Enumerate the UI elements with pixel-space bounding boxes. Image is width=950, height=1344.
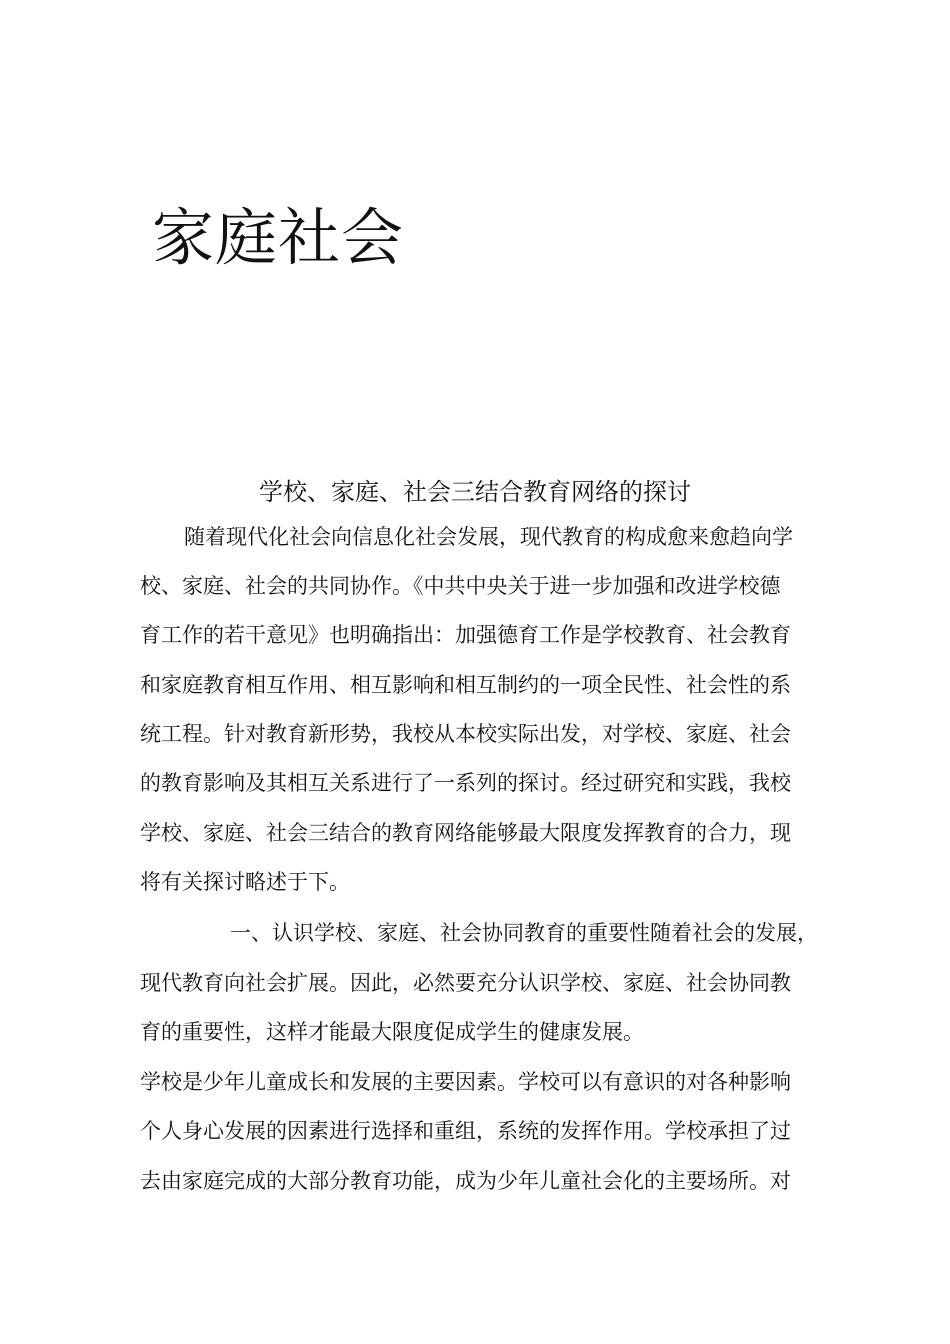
- document-heading: 学校、家庭、社会三结合教育网络的探讨: [259, 478, 691, 506]
- paragraph-line: 去由家庭完成的大部分教育功能，成为少年儿童社会化的主要场所。对: [140, 1169, 791, 1193]
- paragraph-line: 育工作的若干意见》也明确指出：加强德育工作是学校教育、社会教育: [140, 623, 791, 647]
- paragraph-line: 和家庭教育相互作用、相互影响和相互制约的一项全民性、社会性的系: [140, 673, 791, 697]
- paragraph-line: 学校、家庭、社会三结合的教育网络能够最大限度发挥教育的合力，现: [140, 821, 791, 845]
- paragraph-line: 的教育影响及其相互关系进行了一系列的探讨。经过研究和实践，我校: [140, 771, 791, 795]
- cover-title: 家庭社会: [152, 201, 405, 274]
- paragraph-line: 统工程。针对教育新形势，我校从本校实际出发，对学校、家庭、社会: [140, 722, 791, 746]
- paragraph-line: 将有关探讨略述于下。: [140, 870, 350, 894]
- paragraph-line: 随着现代化社会向信息化社会发展，现代教育的构成愈来愈趋向学: [184, 525, 793, 549]
- paragraph-line: 个人身心发展的因素进行选择和重组，系统的发挥作用。学校承担了过: [140, 1119, 791, 1143]
- paragraph-line: 校、家庭、社会的共同协作。《中共中央关于进一步加强和改进学校德: [140, 574, 781, 598]
- paragraph-line: 育的重要性，这样才能最大限度促成学生的健康发展。: [140, 1020, 644, 1044]
- paragraph-line: 一、认识学校、家庭、社会协同教育的重要性随着社会的发展，: [230, 921, 818, 945]
- paragraph-line: 现代教育向社会扩展。因此，必然要充分认识学校、家庭、社会协同教: [140, 971, 791, 995]
- paragraph-line: 学校是少年儿童成长和发展的主要因素。学校可以有意识的对各种影响: [140, 1070, 791, 1094]
